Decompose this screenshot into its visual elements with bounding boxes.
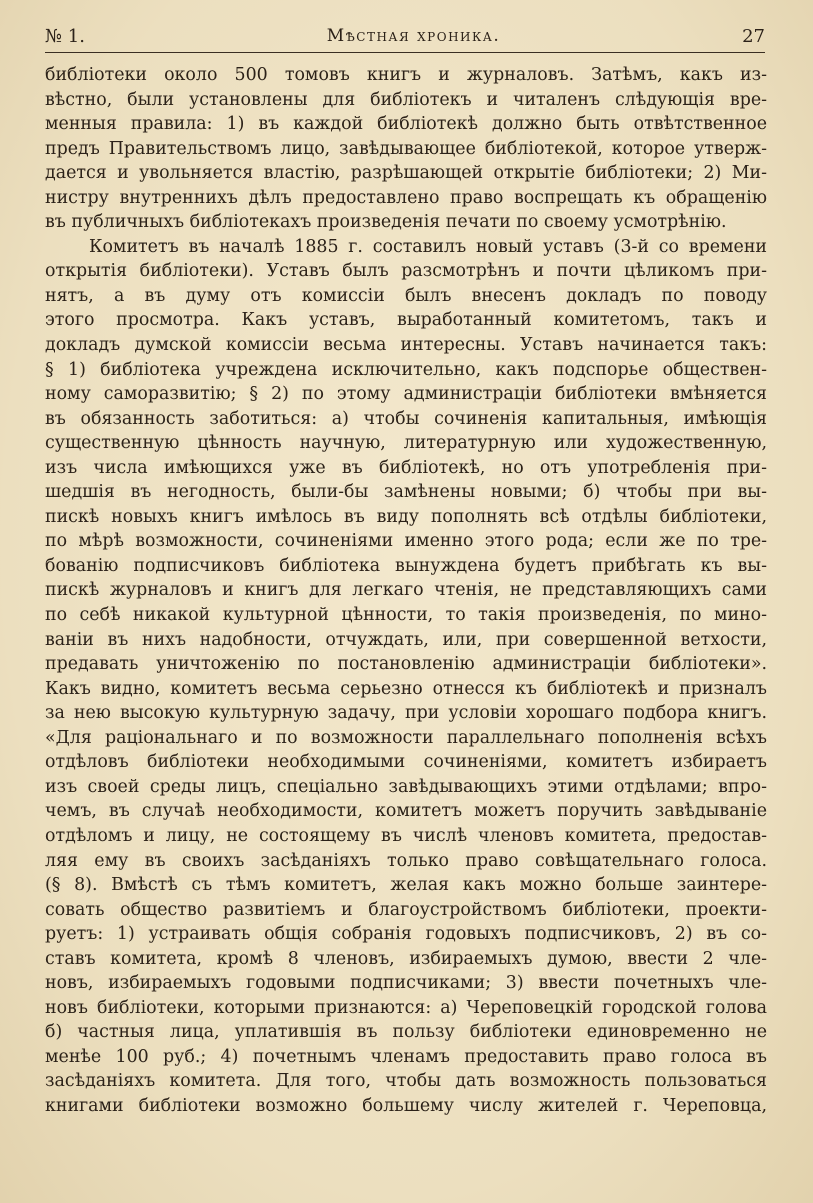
text-line: менѣе 100 руб.; 4) почетнымъ членамъ предоставить право голоса въ xyxy=(45,1046,767,1067)
text-line: за нею высокую культурную задачу, при условіи хорошаго подбора книгъ. xyxy=(45,703,767,724)
text-line: менныя правила: 1) въ каждой библіотекѣ должно быть отвѣтственное xyxy=(45,114,767,135)
text-line: по себѣ никакой культурной цѣнности, то такія произведенія, по мино- xyxy=(45,605,767,626)
text-line: ваніи въ нихъ надобности, отчуждать, или, при совершенной ветхости, xyxy=(45,629,767,650)
text-line: отдѣломъ и лицу, не состоящему въ числѣ членовъ комитета, предостав- xyxy=(45,825,767,846)
text-line: по мѣрѣ возможности, сочиненіями именно этого рода; если же по тре- xyxy=(45,531,767,552)
text-line: (§ 8). Вмѣстѣ съ тѣмъ комитетъ, желая какъ можно больше заинтере- xyxy=(45,875,767,896)
text-line: засѣданіяхъ комитета. Для того, чтобы дать возможность пользоваться xyxy=(45,1071,767,1092)
text-line: Комитетъ въ началѣ 1885 г. составилъ новый уставъ (3-й со времени xyxy=(89,236,767,257)
text-line: изъ своей среды лицъ, спеціально завѣдывающихъ этими отдѣлами; впро- xyxy=(45,776,767,797)
page-number: 27 xyxy=(742,25,765,47)
text-line: шедшія въ негодность, были-бы замѣнены новыми; б) чтобы при вы- xyxy=(45,482,767,503)
text-line: чемъ, въ случаѣ необходимости, комитетъ можетъ поручить завѣдываніе xyxy=(45,801,767,822)
text-line: руетъ: 1) устраивать общія собранія годовыхъ подписчиковъ, 2) въ со- xyxy=(45,924,767,945)
text-line: ному саморазвитію; § 2) по этому администраціи библіотеки вмѣняется xyxy=(45,384,767,405)
text-line: нятъ, а въ думу отъ комиссіи былъ внесенъ докладъ по поводу xyxy=(45,285,767,306)
running-title: Мѣстная хроника. xyxy=(326,26,501,46)
text-line: Какъ видно, комитетъ весьма серьезно отнесся къ библіотекѣ и призналъ xyxy=(45,678,767,699)
text-line: § 1) библіотека учреждена исключительно, какъ подспорье обществен- xyxy=(45,359,767,380)
issue-number: № 1. xyxy=(45,25,85,47)
text-line: въ обязанность заботиться: а) чтобы сочиненія капитальныя, имѣющія xyxy=(45,408,767,429)
text-line: нистру внутреннихъ дѣлъ предоставлено право воспрещать къ обращенію xyxy=(45,187,767,208)
text-line: книгами библіотеки возможно большему числу жителей г. Череповца, xyxy=(45,1095,767,1116)
text-line: предавать уничтоженію по постановленію администраціи библіотеки». xyxy=(45,654,767,675)
text-line: изъ числа имѣющихся уже въ библіотекѣ, но отъ употребленія при- xyxy=(45,457,767,478)
text-line: «Для раціональнаго и по возможности параллельнаго пополненія всѣхъ xyxy=(45,727,767,748)
text-line: ляя ему въ своихъ засѣданіяхъ только право совѣщательнаго голоса. xyxy=(45,850,767,871)
text-line: предъ Правительствомъ лицо, завѣдывающее библіотекой, которое утверж- xyxy=(45,138,767,159)
body-text xyxy=(45,63,767,1119)
text-line: въ публичныхъ библіотекахъ произведенія печати по своему усмотрѣнію. xyxy=(45,212,727,233)
text-line: совать общество развитіемъ и благоустройствомъ библіотеки, проекти- xyxy=(45,899,767,920)
text-line: докладъ думской комиссіи весьма интересны. Уставъ начинается такъ: xyxy=(45,335,767,356)
text-line: пискѣ новыхъ книгъ имѣлось въ виду пополнять всѣ отдѣлы библіотеки, xyxy=(45,506,767,527)
text-line: ставъ комитета, кромѣ 8 членовъ, избираемыхъ думою, ввести 2 чле- xyxy=(45,948,767,969)
text-line: открытія библіотеки). Уставъ былъ разсмотрѣнъ и почти цѣликомъ при- xyxy=(45,261,767,282)
text-line: существенную цѣнность научную, литературную или художественную, xyxy=(45,433,767,454)
text-line: пискѣ журналовъ и книгъ для легкаго чтенія, не представляющихъ сами xyxy=(45,580,767,601)
text-line: отдѣловъ библіотеки необходимыми сочиненіями, комитетъ избираетъ xyxy=(45,752,767,773)
text-line: б) частныя лица, уплатившія въ пользу библіотеки единовременно не xyxy=(45,1022,767,1043)
text-line: новъ, избираемыхъ годовыми подписчиками; 3) ввести почетныхъ чле- xyxy=(45,973,767,994)
text-line: библіотеки около 500 томовъ книгъ и журналовъ. Затѣмъ, какъ из- xyxy=(45,65,767,85)
text-line: новъ библіотеки, которыми признаются: а) Череповецкій городской голова xyxy=(45,997,767,1018)
text-line: дается и увольняется властію, разрѣшающей открытіе библіотеки; 2) Ми- xyxy=(45,163,767,184)
text-line: вѣстно, были установлены для библіотекъ и читаленъ слѣдующія вре- xyxy=(45,89,767,110)
text-line: этого просмотра. Какъ уставъ, выработанный комитетомъ, такъ и xyxy=(45,310,767,331)
page-header xyxy=(45,22,765,53)
text-line: бованію подписчиковъ библіотека вынуждена будетъ прибѣгать къ вы- xyxy=(45,555,767,576)
